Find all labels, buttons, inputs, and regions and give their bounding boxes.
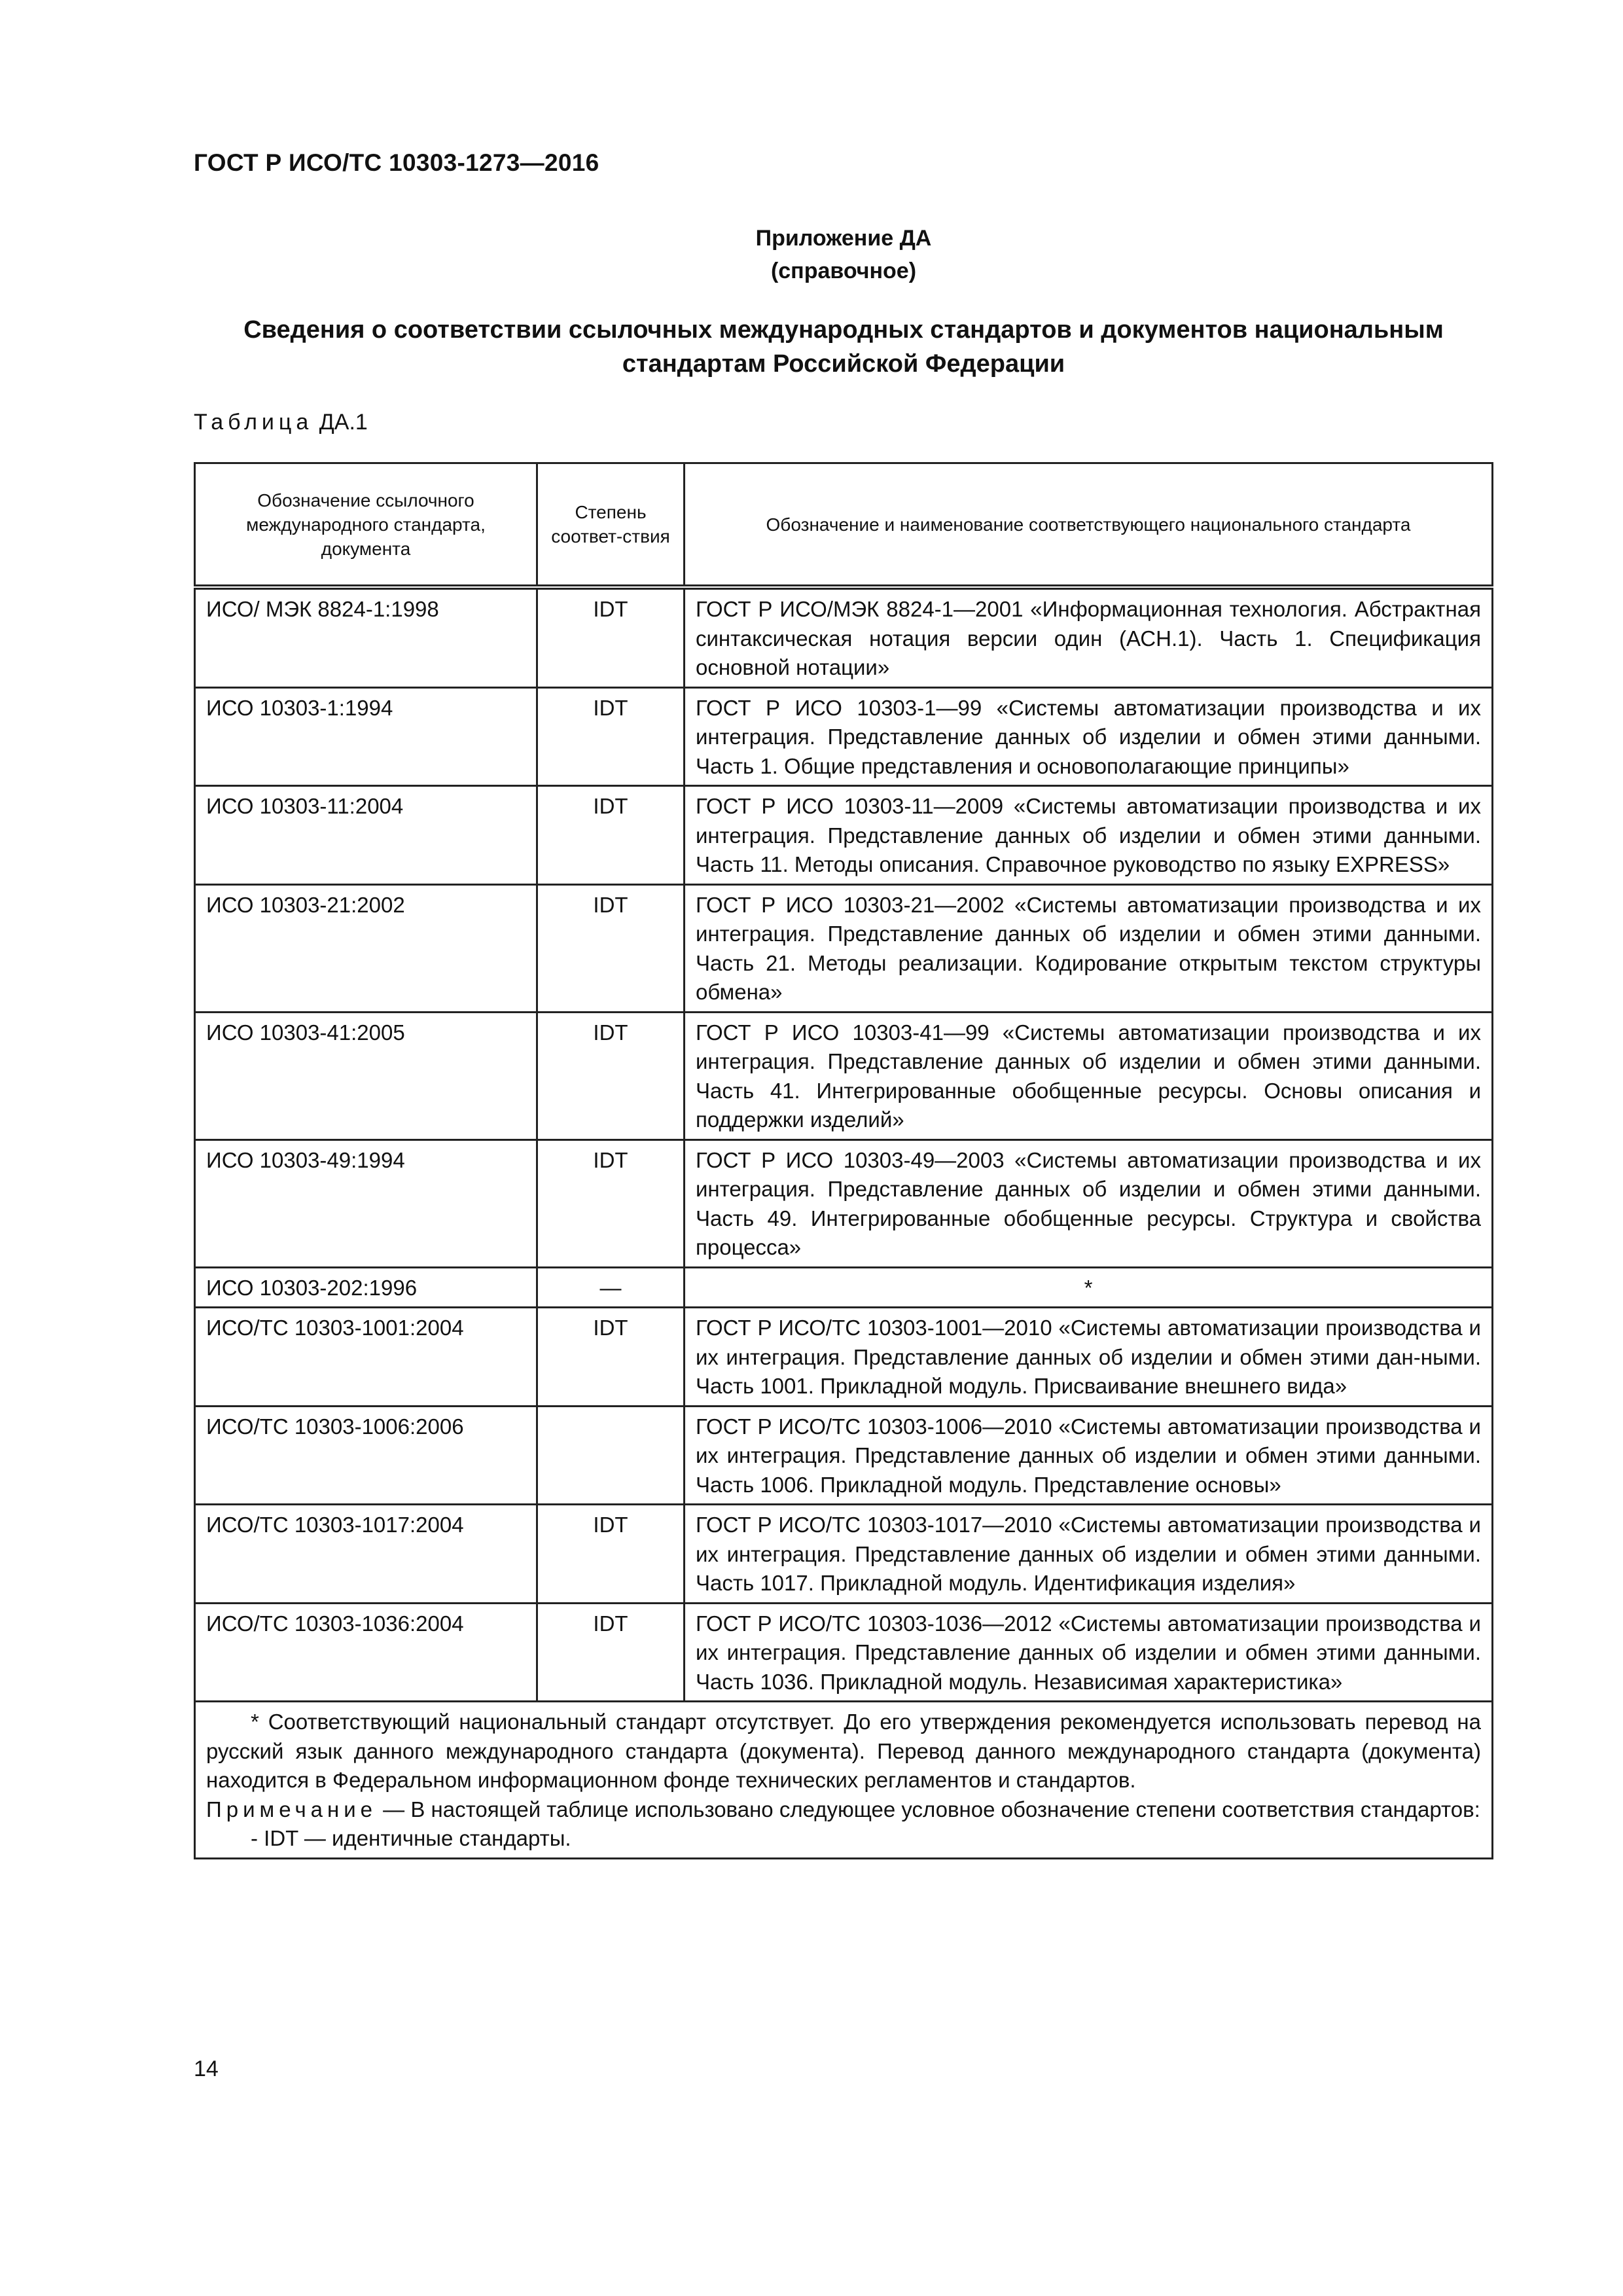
document-code: ГОСТ Р ИСО/ТС 10303-1273—2016 — [194, 149, 599, 176]
cell-national-standard: * — [685, 1267, 1493, 1308]
cell-degree: IDT — [537, 587, 685, 687]
cell-degree: IDT — [537, 786, 685, 885]
cell-degree: IDT — [537, 687, 685, 786]
table-note — [206, 1795, 1481, 1825]
table-row — [195, 1505, 1493, 1604]
table-row — [195, 1139, 1493, 1267]
cell-national-standard: ГОСТ Р ИСО/ТС 10303-1036—2012 «Системы автоматизации производства и их интеграция. Представление данных об изделии и обмен этими данными. Часть 1036. Прикладной модуль. Независимая характеристика» — [685, 1603, 1493, 1702]
table-row — [195, 786, 1493, 885]
table-header-row — [195, 463, 1493, 588]
table-label — [194, 410, 368, 435]
cell-national-standard: ГОСТ Р ИСО/ТС 10303-1017—2010 «Системы автоматизации производства и их интеграция. Представление данных об изделии и обмен этими данными. Часть 1017. Прикладной модуль. Идентификация изделия» — [685, 1505, 1493, 1604]
note-label: Примечание — [206, 1797, 378, 1821]
cell-international-code: ИСО 10303-1:1994 — [195, 687, 537, 786]
cell-degree: IDT — [537, 1139, 685, 1267]
cell-degree — [537, 1406, 685, 1505]
cell-national-standard: ГОСТ Р ИСО 10303-1—99 «Системы автоматизации производства и их интеграция. Представление данных об изделии и обмен этими данными. Часть 1. Общие представления и основополагающие принципы» — [685, 687, 1493, 786]
cell-degree: IDT — [537, 1012, 685, 1139]
note-list-item: - IDT — идентичные стандарты. — [251, 1826, 571, 1850]
table-row — [195, 1406, 1493, 1505]
cell-international-code: ИСО/ТС 10303-1001:2004 — [195, 1308, 537, 1407]
cell-international-code: ИСО 10303-21:2002 — [195, 884, 537, 1012]
table-row — [195, 1308, 1493, 1407]
column-header-code: Обозначение ссылочного международного стандарта, документа — [195, 463, 537, 588]
cell-national-standard: ГОСТ Р ИСО/ТС 10303-1001—2010 «Системы автоматизации производства и их интеграция. Представление данных об изделии и обмен этими дан-ными. Часть 1001. Прикладной модуль. Присваивание внешнего вида» — [685, 1308, 1493, 1407]
cell-degree: IDT — [537, 1308, 685, 1407]
cell-national-standard: ГОСТ Р ИСО/ТС 10303-1006—2010 «Системы автоматизации производства и их интеграция. Представление данных об изделии и обмен этими данными. Часть 1006. Прикладной модуль. Представление основы» — [685, 1406, 1493, 1505]
table-row — [195, 587, 1493, 687]
table-note-row — [195, 1702, 1493, 1859]
cell-international-code: ИСО/ МЭК 8824-1:1998 — [195, 587, 537, 687]
cell-national-standard: ГОСТ Р ИСО 10303-41—99 «Системы автоматизации производства и их интеграция. Представление данных об изделии и обмен этими данными. Часть 41. Интегрированные обобщенные ресурсы. Основы описания и поддержки изделий» — [685, 1012, 1493, 1139]
page-number: 14 — [194, 2056, 219, 2081]
cell-international-code: ИСО 10303-202:1996 — [195, 1267, 537, 1308]
main-title: Сведения о соответствии ссылочных международных стандартов и документов национальным стандартам Российской Федерации — [243, 316, 1444, 378]
table-row — [195, 1012, 1493, 1139]
table-note-cell — [195, 1702, 1493, 1859]
table-row — [195, 884, 1493, 1012]
cell-international-code: ИСО/ТС 10303-1017:2004 — [195, 1505, 537, 1604]
cell-national-standard: ГОСТ Р ИСО 10303-21—2002 «Системы автоматизации производства и их интеграция. Представление данных об изделии и обмен этими данными. Часть 21. Методы реализации. Кодирование открытым текстом структуры обмена» — [685, 884, 1493, 1012]
cell-international-code: ИСО 10303-11:2004 — [195, 786, 537, 885]
column-header-national: Обозначение и наименование соответствующего национального стандарта — [685, 463, 1493, 588]
table-row — [195, 687, 1493, 786]
annex-title: Приложение ДА — [755, 226, 932, 251]
cell-degree: IDT — [537, 1603, 685, 1702]
note-text: — В настоящей таблице использовано следующее условное обозначение степени соответствия стандартов: — [377, 1797, 1480, 1821]
table-row — [195, 1267, 1493, 1308]
table-label-prefix: Таблица — [194, 410, 313, 435]
cell-international-code: ИСО/ТС 10303-1036:2004 — [195, 1603, 537, 1702]
cell-degree: — — [537, 1267, 685, 1308]
cell-degree: IDT — [537, 1505, 685, 1604]
column-header-degree: Степень соответ-ствия — [537, 463, 685, 588]
correspondence-table — [194, 462, 1493, 1859]
cell-national-standard: ГОСТ Р ИСО 10303-11—2009 «Системы автоматизации производства и их интеграция. Представление данных об изделии и обмен этими данными. Часть 11. Методы описания. Справочное руководство по языку EXPRESS» — [685, 786, 1493, 885]
table-footnote: * Соответствующий национальный стандарт отсутствует. До его утверждения рекомендуется использовать перевод на русский язык данного международного стандарта (документа). Перевод данного международного стандарта (документа) находится в Федеральном информационном фонде технических регламентов и стандартов. — [206, 1710, 1481, 1792]
cell-degree: IDT — [537, 884, 685, 1012]
cell-international-code: ИСО 10303-49:1994 — [195, 1139, 537, 1267]
table-label-number: ДА.1 — [313, 410, 368, 435]
cell-national-standard: ГОСТ Р ИСО 10303-49—2003 «Системы автоматизации производства и их интеграция. Представление данных об изделии и обмен этими данными. Часть 49. Интегрированные обобщенные ресурсы. Структура и свойства процесса» — [685, 1139, 1493, 1267]
cell-international-code: ИСО/ТС 10303-1006:2006 — [195, 1406, 537, 1505]
cell-national-standard: ГОСТ Р ИСО/МЭК 8824-1—2001 «Информационная технология. Абстрактная синтаксическая нотация версии один (АСН.1). Часть 1. Спецификация основной нотации» — [685, 587, 1493, 687]
annex-subtitle: (справочное) — [770, 259, 917, 283]
table-row — [195, 1603, 1493, 1702]
cell-international-code: ИСО 10303-41:2005 — [195, 1012, 537, 1139]
